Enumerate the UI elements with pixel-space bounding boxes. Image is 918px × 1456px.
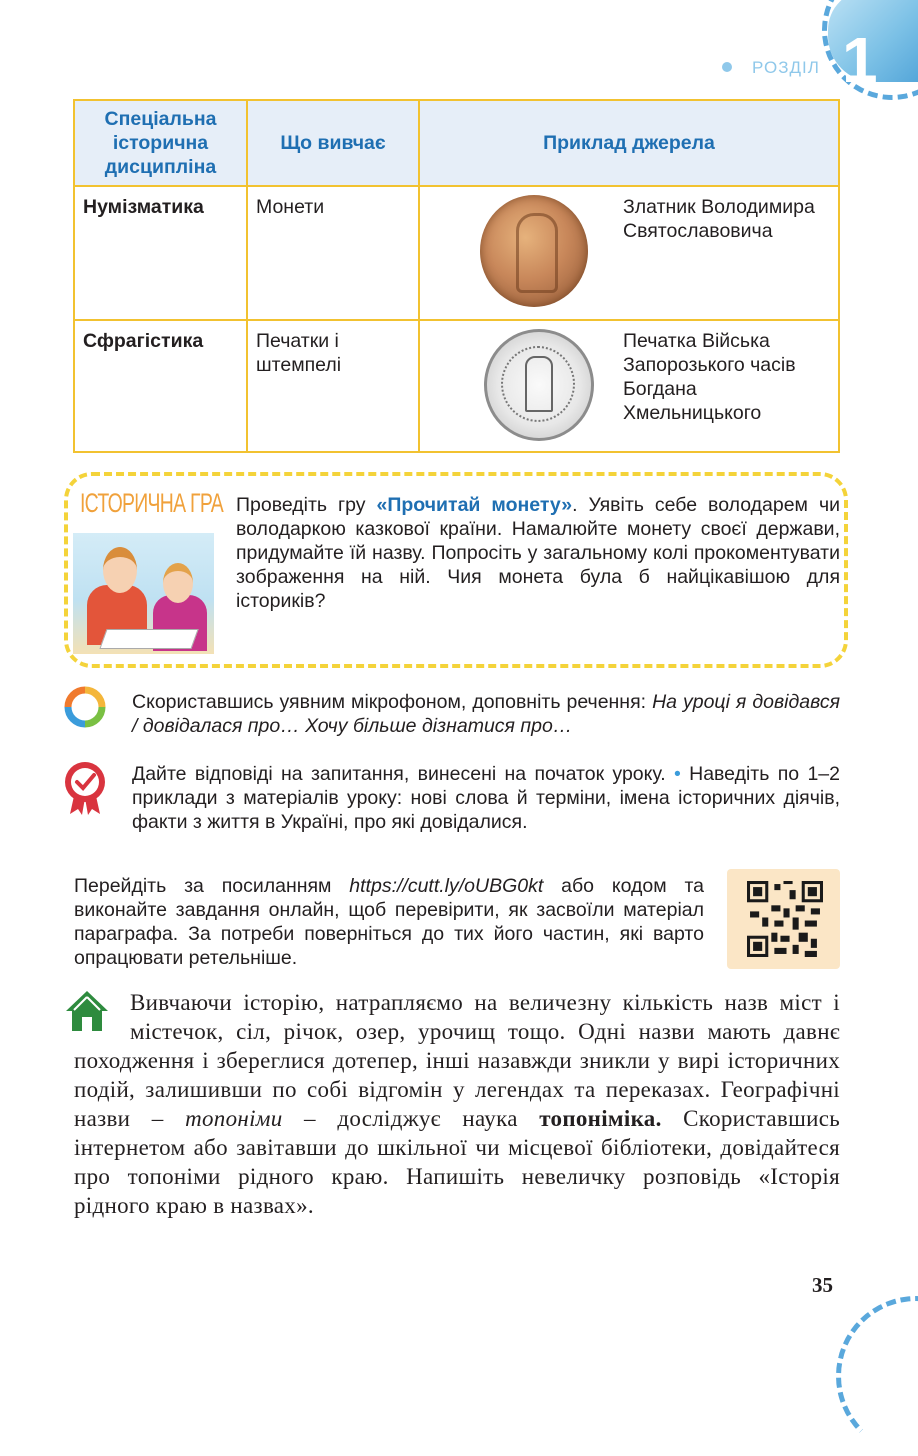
check-task [132,762,840,834]
table-header-row [74,100,839,186]
game-text-part: . Уявіть себе володарем чи володаркою казкової країни. Намалюйте монету своєї держави, придумайте їй назву. Попросіть у загальному колі прокоментувати зображення на ній. Чия монета була б найцікавішою для істориків? [236,494,840,612]
task-text: Скориставшись уявним мікрофоном, доповніть речення: [132,691,653,713]
game-text [236,493,840,613]
table-row [74,186,839,320]
gold-coin-icon [480,195,588,307]
seal-icon [484,329,594,441]
chapter-number: 1 [842,24,878,96]
table-header: Приклад джерела [419,100,839,186]
table-header: Що вивчає [247,100,419,186]
reflection-task [132,690,840,738]
home-text: – досліджує наука [282,1106,540,1131]
discipline-cell: Нумізматика [74,186,247,320]
qr-code-box[interactable] [727,869,840,969]
bullet-dot-icon [722,62,732,72]
table-row [74,320,839,452]
game-title: ІСТОРИЧНА ГРА [80,488,224,518]
example-cell [419,320,839,452]
decorative-dashed-arc [836,1296,918,1456]
example-text: Печатка Війська Запорозького часів Богдана Хмельницького [623,330,796,424]
bullet-icon: • [673,763,681,785]
task-text: Наведіть по 1–2 приклади з матеріалів уроку: нові слова й терміни, імена історичних діячів, факти з життя в Україні, про які довідалися. [132,763,840,833]
game-text-part: Проведіть гру [236,494,377,516]
home-text: Вивчаючи історію, натрапляємо на величезну кількість назв міст і містечок, сіл, річок, озер, урочищ тощо. Одні назви мають давнє походження і збереглися дотепер, інші назавжди зникли у вирі історичних подій, залишивши по собі відгомін у легендах та переказах. Географічні назви – [74,990,840,1131]
task-italic-text: На уроці я довідався / довідалася про… Хочу більше дізнатися про… [132,691,840,737]
example-text: Златник Володимира Святославовича [623,196,815,242]
example-cell [419,186,839,320]
home-term: топоніми [185,1106,283,1131]
game-name: «Прочитай монету» [376,494,573,516]
check-badge-icon [62,760,108,816]
home-text: Скориставшись інтернетом або завітавши до шкільної чи місцевої бібліотеки, довідайтеся про топоніми рідного краю. Напишіть невеличку розповідь «Історія рідного краю в назвах». [74,1106,841,1218]
home-bold-term: топоніміка. [539,1106,662,1131]
reflection-cycle-icon [64,686,106,728]
online-text: Перейдіть за посиланням [74,875,350,897]
page-number: 35 [812,1273,833,1297]
qr-code-icon [747,881,823,957]
disciplines-table [73,99,840,453]
discipline-cell: Сфрагістика [74,320,247,452]
children-illustration [73,533,214,654]
online-link[interactable]: https://cutt.ly/oUBG0kt [349,875,544,897]
task-text: Дайте відповіді на запитання, винесені на початок уроку. [132,763,674,785]
chapter-label: РОЗДІЛ [752,58,820,77]
online-text: або кодом та виконайте завдання онлайн, щоб перевірити, як засвоїли матеріал параграфа. За потреби поверніться до тих його частин, які варто опрацювати ретельніше. [74,875,704,969]
online-task [74,874,704,970]
table-header: Спеціальна історична дисципліна [74,100,247,186]
studies-cell: Монети [247,186,419,320]
home-task [74,988,840,1220]
studies-cell: Печатки і штемпелі [247,320,419,452]
